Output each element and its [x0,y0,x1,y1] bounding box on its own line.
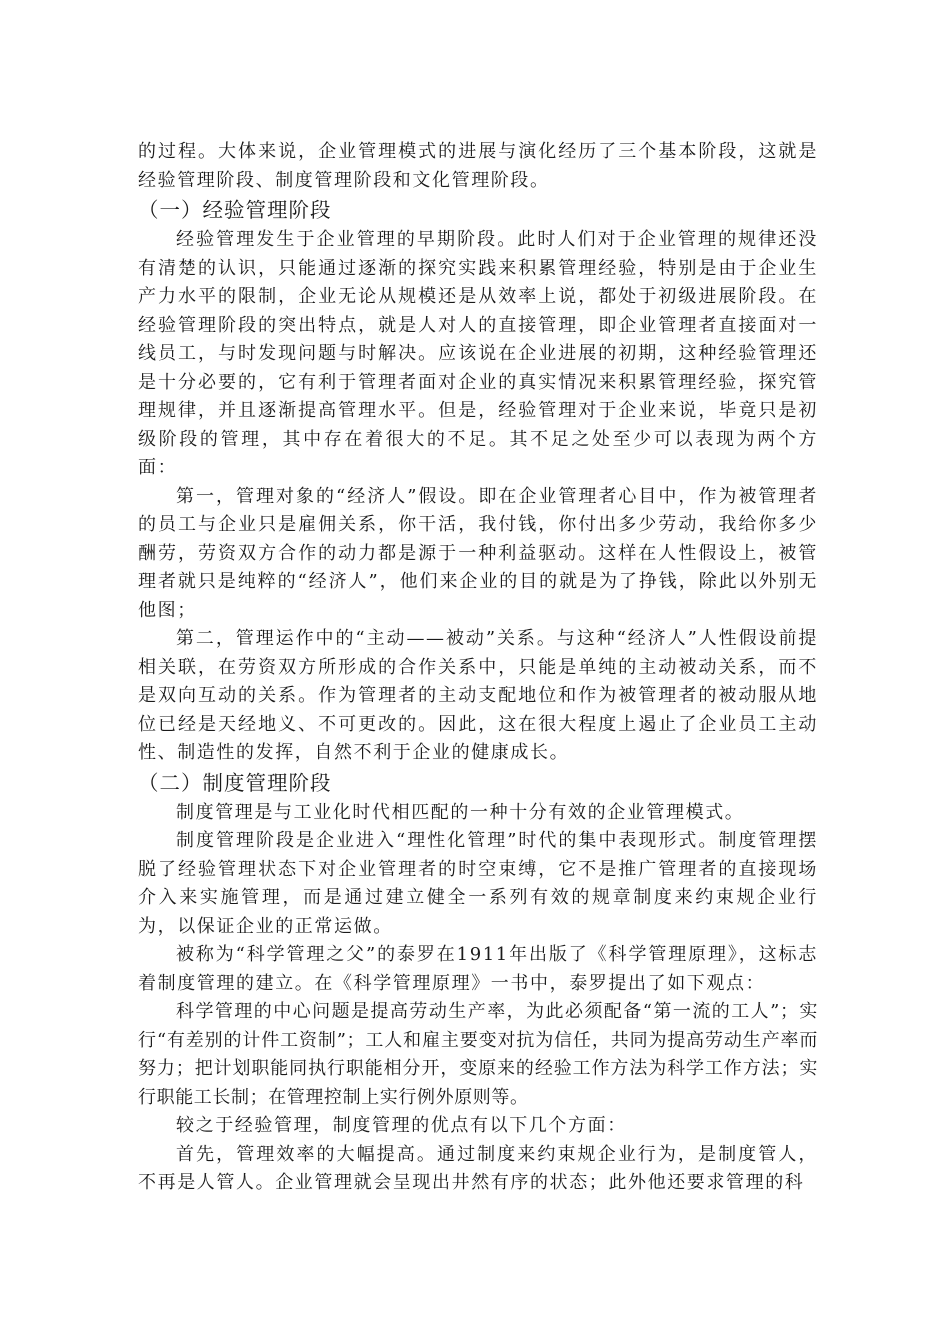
paragraph-experience-management: 经验管理发生于企业管理的早期阶段。此时人们对于企业管理的规律还没有清楚的认识，只能通过逐渐的探究实践来积累管理经验，特别是由于企业生产力水平的限制，企业无论从规模还是从效率上说，都处于初级进展阶段。在经验管理阶段的突出特点，就是人对人的直接管理，即企业管理者直接面对一线员工，与时发现问题与时解决。应该说在企业进展的初期，这种经验管理还是十分必要的，它有利于管理者面对企业的真实情况来积累管理经验，探究管理规律，并且逐渐提高管理水平。但是，经验管理对于企业来说，毕竟只是初级阶段的管理，其中存在着很大的不足。其不足之处至少可以表现为两个方面： [138,229,818,478]
paragraph-taylor: 被称为“科学管理之父”的泰罗在1911年出版了《科学管理原理》，这标志着制度管理的建立。在《科学管理原理》一书中，泰罗提出了如下观点： [138,944,818,994]
paragraph-institutional-intro: 制度管理是与工业化时代相匹配的一种十分有效的企业管理模式。 [176,801,745,823]
paragraph-rational-management: 制度管理阶段是企业进入“理性化管理”时代的集中表现形式。制度管理摆脱了经验管理状态下对企业管理者的时空束缚，它不是推广管理者的直接现场介入来实施管理，而是通过建立健全一系列有效的规章制度来约束规企业行为，以保证企业的正常运做。 [138,830,818,937]
paragraph-active-passive: 第二，管理运作中的“主动——被动”关系。与这种“经济人”人性假设前提相关联，在劳资双方所形成的合作关系中，只能是单纯的主动被动关系，而不是双向互动的关系。作为管理者的主动支配地位和作为被管理者的被动服从地位已经是天经地义、不可更改的。因此，这在很大程度上遏止了企业员工主动性、制造性的发挥，自然不利于企业的健康成长。 [138,628,818,763]
paragraph-economic-man: 第一，管理对象的“经济人”假设。即在企业管理者心目中，作为被管理者的员工与企业只是雇佣关系，你干活，我付钱，你付出多少劳动，我给你多少酬劳，劳资双方合作的动力都是源于一种利益驱动。这样在人性假设上，被管理者就只是纯粹的“经济人”，他们来企业的目的就是为了挣钱，除此以外别无他图； [138,485,818,621]
paragraph-advantages: 较之于经验管理，制度管理的优点有以下几个方面： [176,1115,627,1136]
paragraph-scientific-management: 科学管理的中心问题是提高劳动生产率，为此必须配备“第一流的工人”；实行“有差别的计件工资制”；工人和雇主要变对抗为信任，共同为提高劳动生产率而努力；把计划职能同执行职能相分开，变原来的经验工作方法为科学工作方法；实行职能工长制；在管理控制上实行例外原则等。 [138,1001,818,1108]
section-heading-experience-management: （一）经验管理阶段 [138,198,332,222]
document-page [138,138,818,1198]
paragraph-efficiency: 首先，管理效率的大幅提高。通过制度来约束规企业行为，是制度管人，不再是人管人。企业管理就会呈现出井然有序的状态；此外他还要求管理的科 [138,1143,818,1193]
paragraph-intro: 的过程。大体来说，企业管理模式的进展与演化经历了三个基本阶段，这就是经验管理阶段、制度管理阶段和文化管理阶段。 [138,141,818,191]
section-heading-institutional-management: （二）制度管理阶段 [138,770,332,795]
